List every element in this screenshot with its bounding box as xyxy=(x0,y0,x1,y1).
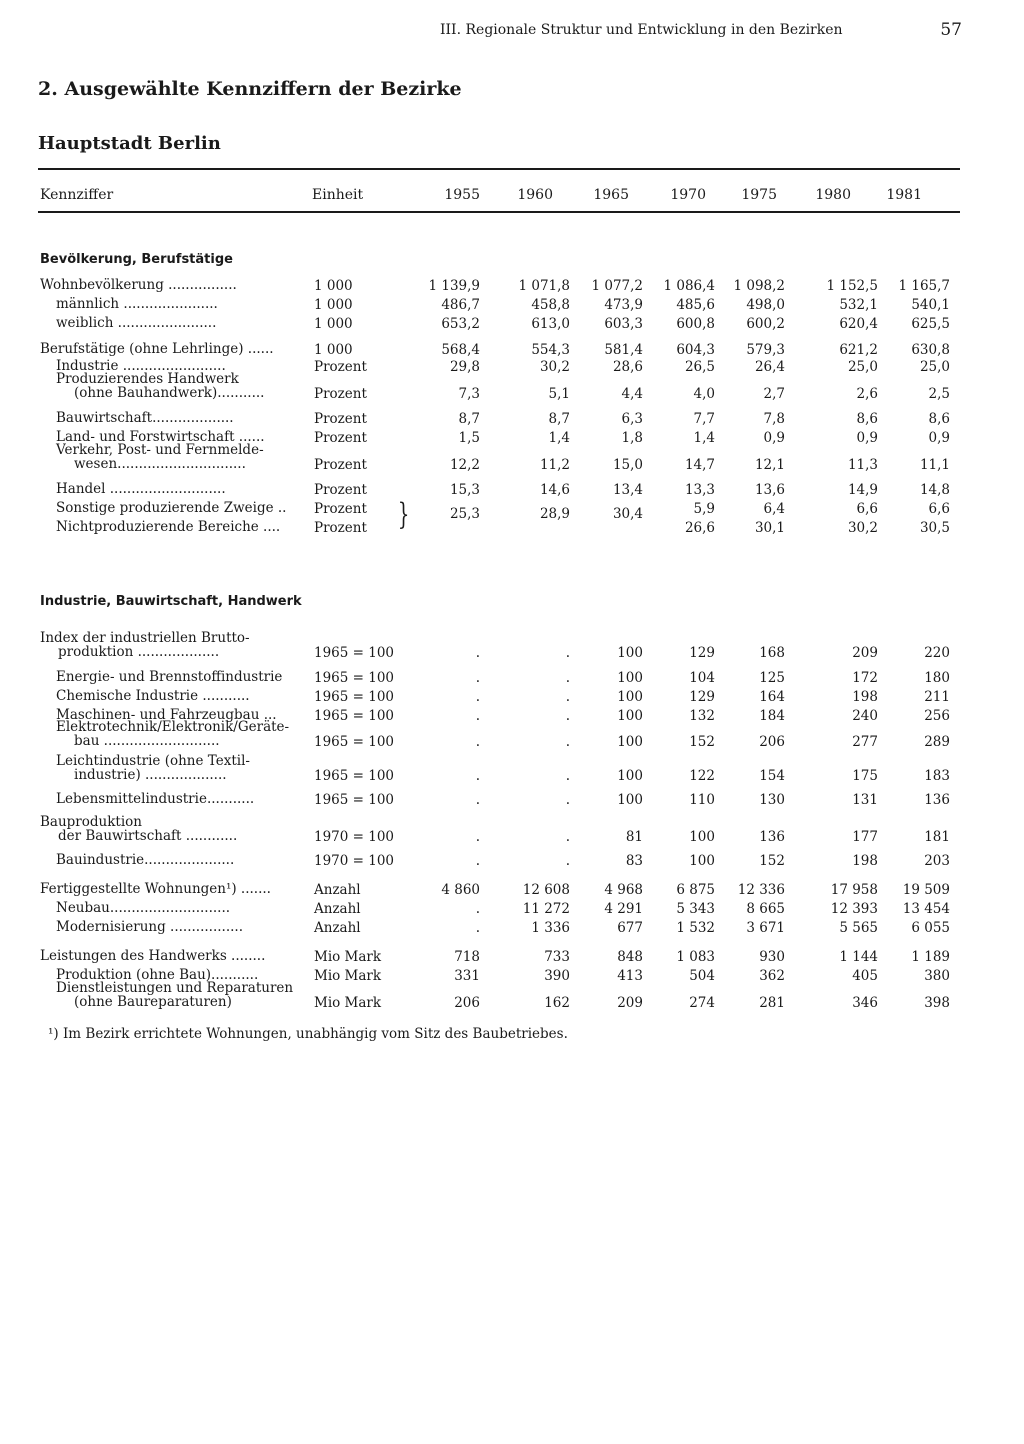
row-label: Index der industriellen Brutto- xyxy=(40,630,250,646)
cell-value: 1 189 xyxy=(911,949,950,965)
row-unit: Mio Mark xyxy=(314,949,382,965)
cell-value: 1 086,4 xyxy=(663,278,715,294)
cell-value: 2,6 xyxy=(856,386,878,402)
row-label: (ohne Baureparaturen) xyxy=(74,994,232,1010)
cell-value: 152 xyxy=(759,853,785,869)
row-label: Modernisierung ................. xyxy=(56,919,244,935)
cell-value: 168 xyxy=(759,645,785,661)
cell-value: 14,9 xyxy=(847,482,878,498)
row-label: industrie) ................... xyxy=(74,767,227,783)
cell-value: . xyxy=(475,670,480,686)
cell-value: 848 xyxy=(617,949,643,965)
cell-value: 100 xyxy=(617,689,643,705)
cell-value: 8,6 xyxy=(856,411,878,427)
cell-value: 132 xyxy=(689,708,715,724)
page-number: 57 xyxy=(940,20,962,40)
cell-value: 14,6 xyxy=(539,482,570,498)
cell-value: 19 509 xyxy=(902,882,950,898)
row-unit: Prozent xyxy=(314,520,367,536)
cell-value: 15,3 xyxy=(449,482,480,498)
cell-value: 129 xyxy=(689,645,715,661)
cell-value: 4,0 xyxy=(693,386,715,402)
cell-value: 26,5 xyxy=(684,359,715,375)
cell-value: 1 532 xyxy=(676,920,715,936)
row-label: Produktion (ohne Bau)........... xyxy=(56,967,259,983)
cell-value: 11,2 xyxy=(539,457,570,473)
grouping-brace: } xyxy=(397,497,410,532)
subsection-title: Hauptstadt Berlin xyxy=(38,133,221,154)
row-label: Fertiggestellte Wohnungen¹) ....... xyxy=(40,881,271,897)
cell-value: 130 xyxy=(759,792,785,808)
column-header-year: 1981 xyxy=(886,187,922,203)
cell-value: 4 860 xyxy=(441,882,480,898)
cell-value: 718 xyxy=(454,949,480,965)
row-unit: 1965 = 100 xyxy=(314,689,395,705)
cell-value: 600,8 xyxy=(676,316,715,332)
row-unit: Prozent xyxy=(314,457,367,473)
footnote: ¹) Im Bezirk errichtete Wohnungen, unabhängig vom Sitz des Baubetriebes. xyxy=(48,1026,568,1042)
cell-value: 4,4 xyxy=(621,386,643,402)
row-label: Bauwirtschaft................... xyxy=(56,410,234,426)
cell-value: 568,4 xyxy=(441,342,480,358)
cell-value: 177 xyxy=(852,829,878,845)
cell-value: 12 608 xyxy=(522,882,570,898)
cell-value: . xyxy=(475,853,480,869)
cell-value: 184 xyxy=(759,708,785,724)
cell-value: 4 291 xyxy=(604,901,643,917)
row-unit: 1965 = 100 xyxy=(314,768,395,784)
cell-value: 13,4 xyxy=(612,482,643,498)
cell-value: 1 152,5 xyxy=(826,278,878,294)
cell-value: 7,7 xyxy=(693,411,715,427)
cell-value: 100 xyxy=(617,734,643,750)
row-label: Handel ........................... xyxy=(56,481,226,497)
cell-value: 1 098,2 xyxy=(733,278,785,294)
cell-value: 1 083 xyxy=(676,949,715,965)
column-header-indicator: Kennziffer xyxy=(40,187,114,203)
cell-value: 13,6 xyxy=(754,482,785,498)
cell-value: 28,6 xyxy=(612,359,643,375)
cell-value: 206 xyxy=(454,995,480,1011)
cell-value: 930 xyxy=(759,949,785,965)
cell-value: 25,0 xyxy=(847,359,878,375)
cell-value: 100 xyxy=(617,670,643,686)
cell-value: 6 055 xyxy=(911,920,950,936)
row-label: Berufstätige (ohne Lehrlinge) ...... xyxy=(40,341,274,357)
cell-value: . xyxy=(475,734,480,750)
row-label: Nichtproduzierende Bereiche .... xyxy=(56,519,281,535)
cell-value: 600,2 xyxy=(746,316,785,332)
row-unit: Prozent xyxy=(314,411,367,427)
group-heading: Industrie, Bauwirtschaft, Handwerk xyxy=(40,594,302,609)
cell-value: 17 958 xyxy=(830,882,878,898)
cell-value: 6,3 xyxy=(621,411,643,427)
cell-value: 390 xyxy=(544,968,570,984)
cell-value-combined: 28,9 xyxy=(539,506,570,522)
cell-value: 12 336 xyxy=(737,882,785,898)
section-title: 2. Ausgewählte Kennziffern der Bezirke xyxy=(38,78,462,100)
row-label: wesen.............................. xyxy=(74,456,246,472)
row-unit: 1 000 xyxy=(314,316,353,332)
cell-value: 274 xyxy=(689,995,715,1011)
cell-value: 458,8 xyxy=(531,297,570,313)
cell-value: 211 xyxy=(924,689,950,705)
cell-value: . xyxy=(565,670,570,686)
cell-value: 621,2 xyxy=(839,342,878,358)
cell-value: 129 xyxy=(689,689,715,705)
cell-value: 14,7 xyxy=(684,457,715,473)
cell-value: 5,9 xyxy=(693,501,715,517)
row-unit: 1970 = 100 xyxy=(314,853,395,869)
row-unit: 1965 = 100 xyxy=(314,792,395,808)
row-unit: Anzahl xyxy=(314,882,361,898)
column-header-year: 1975 xyxy=(741,187,777,203)
cell-value: 504 xyxy=(689,968,715,984)
cell-value-combined: 25,3 xyxy=(449,506,480,522)
column-header-year: 1955 xyxy=(444,187,480,203)
cell-value: 11,1 xyxy=(919,457,950,473)
row-label: Industrie ........................ xyxy=(56,358,226,374)
row-unit: Prozent xyxy=(314,430,367,446)
cell-value: 136 xyxy=(924,792,950,808)
cell-value: 630,8 xyxy=(911,342,950,358)
cell-value: 1,4 xyxy=(548,430,570,446)
cell-value: 81 xyxy=(625,829,643,845)
cell-value: 30,1 xyxy=(754,520,785,536)
cell-value: 183 xyxy=(924,768,950,784)
cell-value: . xyxy=(565,829,570,845)
cell-value: 29,8 xyxy=(449,359,480,375)
cell-value: 1,8 xyxy=(621,430,643,446)
cell-value: . xyxy=(475,768,480,784)
cell-value: 25,0 xyxy=(919,359,950,375)
row-unit: Prozent xyxy=(314,359,367,375)
cell-value: . xyxy=(475,901,480,917)
cell-value: 30,2 xyxy=(539,359,570,375)
cell-value: 277 xyxy=(852,734,878,750)
cell-value: 110 xyxy=(689,792,715,808)
running-head: III. Regionale Struktur und Entwicklung in den Bezirken xyxy=(440,22,843,38)
cell-value: 240 xyxy=(852,708,878,724)
row-label: männlich ...................... xyxy=(56,296,218,312)
cell-value: 125 xyxy=(759,670,785,686)
cell-value: 1,5 xyxy=(458,430,480,446)
cell-value: 30,5 xyxy=(919,520,950,536)
cell-value: 11,3 xyxy=(847,457,878,473)
cell-value: 5,1 xyxy=(548,386,570,402)
cell-value: 6,6 xyxy=(928,501,950,517)
column-header-year: 1960 xyxy=(517,187,553,203)
cell-value: . xyxy=(475,689,480,705)
cell-value: 209 xyxy=(617,995,643,1011)
row-label: Land- und Forstwirtschaft ...... xyxy=(56,429,265,445)
row-unit: Prozent xyxy=(314,501,367,517)
cell-value: 579,3 xyxy=(746,342,785,358)
row-label: Wohnbevölkerung ................ xyxy=(40,277,237,293)
cell-value: 164 xyxy=(759,689,785,705)
cell-value: . xyxy=(565,645,570,661)
cell-value: 6,4 xyxy=(763,501,785,517)
cell-value: . xyxy=(565,768,570,784)
cell-value: 498,0 xyxy=(746,297,785,313)
cell-value: 100 xyxy=(689,853,715,869)
cell-value: 13 454 xyxy=(902,901,950,917)
cell-value: 14,8 xyxy=(919,482,950,498)
cell-value: 13,3 xyxy=(684,482,715,498)
cell-value: 8 665 xyxy=(746,901,785,917)
row-label: Dienstleistungen und Reparaturen xyxy=(56,980,294,996)
row-label: produktion ................... xyxy=(58,644,220,660)
cell-value: 104 xyxy=(689,670,715,686)
cell-value: 154 xyxy=(759,768,785,784)
cell-value: . xyxy=(565,853,570,869)
cell-value: . xyxy=(475,920,480,936)
cell-value: 473,9 xyxy=(604,297,643,313)
cell-value: . xyxy=(475,708,480,724)
row-label: Leichtindustrie (ohne Textil- xyxy=(56,753,250,769)
cell-value: 11 272 xyxy=(522,901,570,917)
cell-value: 4 968 xyxy=(604,882,643,898)
cell-value: 100 xyxy=(617,645,643,661)
cell-value: 100 xyxy=(617,768,643,784)
column-header-year: 1980 xyxy=(815,187,851,203)
cell-value: 3 671 xyxy=(746,920,785,936)
cell-value: 7,8 xyxy=(763,411,785,427)
row-unit: Prozent xyxy=(314,482,367,498)
row-unit: Prozent xyxy=(314,386,367,402)
cell-value: 152 xyxy=(689,734,715,750)
cell-value: 1 165,7 xyxy=(898,278,950,294)
table-header-rule xyxy=(38,211,960,213)
cell-value: 532,1 xyxy=(839,297,878,313)
row-label: Bauproduktion xyxy=(40,814,142,830)
table-top-rule xyxy=(38,168,960,170)
row-label: weiblich ....................... xyxy=(56,315,217,331)
cell-value: 175 xyxy=(852,768,878,784)
cell-value: 1,4 xyxy=(693,430,715,446)
cell-value: 0,9 xyxy=(856,430,878,446)
cell-value: 12,2 xyxy=(449,457,480,473)
row-unit: Anzahl xyxy=(314,901,361,917)
cell-value: 30,2 xyxy=(847,520,878,536)
cell-value: 198 xyxy=(852,853,878,869)
cell-value: 203 xyxy=(924,853,950,869)
cell-value: 7,3 xyxy=(458,386,480,402)
cell-value-combined: 30,4 xyxy=(612,506,643,522)
cell-value: . xyxy=(565,689,570,705)
cell-value: 733 xyxy=(544,949,570,965)
row-unit: 1965 = 100 xyxy=(314,734,395,750)
row-label: Sonstige produzierende Zweige .. xyxy=(56,500,287,516)
cell-value: 6,6 xyxy=(856,501,878,517)
cell-value: 8,7 xyxy=(548,411,570,427)
cell-value: 26,6 xyxy=(684,520,715,536)
cell-value: 0,9 xyxy=(763,430,785,446)
row-unit: 1965 = 100 xyxy=(314,670,395,686)
cell-value: 198 xyxy=(852,689,878,705)
cell-value: 5 565 xyxy=(839,920,878,936)
cell-value: 131 xyxy=(852,792,878,808)
cell-value: 554,3 xyxy=(531,342,570,358)
cell-value: . xyxy=(565,708,570,724)
cell-value: 1 139,9 xyxy=(428,278,480,294)
row-label: Maschinen- und Fahrzeugbau ... xyxy=(56,707,277,723)
cell-value: 5 343 xyxy=(676,901,715,917)
row-label: Neubau............................ xyxy=(56,900,231,916)
cell-value: 6 875 xyxy=(676,882,715,898)
cell-value: 256 xyxy=(924,708,950,724)
cell-value: 1 144 xyxy=(839,949,878,965)
cell-value: 380 xyxy=(924,968,950,984)
cell-value: 677 xyxy=(617,920,643,936)
row-unit: 1965 = 100 xyxy=(314,645,395,661)
cell-value: . xyxy=(565,734,570,750)
cell-value: 172 xyxy=(852,670,878,686)
cell-value: 8,6 xyxy=(928,411,950,427)
cell-value: 12 393 xyxy=(830,901,878,917)
cell-value: 8,7 xyxy=(458,411,480,427)
row-label: Lebensmittelindustrie........... xyxy=(56,791,255,807)
row-unit: Anzahl xyxy=(314,920,361,936)
cell-value: 26,4 xyxy=(754,359,785,375)
cell-value: 653,2 xyxy=(441,316,480,332)
cell-value: . xyxy=(565,792,570,808)
cell-value: 181 xyxy=(924,829,950,845)
column-header-year: 1970 xyxy=(670,187,706,203)
row-label: Leistungen des Handwerks ........ xyxy=(40,948,266,964)
cell-value: 413 xyxy=(617,968,643,984)
cell-value: 346 xyxy=(852,995,878,1011)
group-heading: Bevölkerung, Berufstätige xyxy=(40,252,233,267)
cell-value: 209 xyxy=(852,645,878,661)
cell-value: 405 xyxy=(852,968,878,984)
row-unit: Mio Mark xyxy=(314,995,382,1011)
cell-value: 100 xyxy=(617,792,643,808)
cell-value: 625,5 xyxy=(911,316,950,332)
row-unit: Mio Mark xyxy=(314,968,382,984)
cell-value: 281 xyxy=(759,995,785,1011)
row-unit: 1970 = 100 xyxy=(314,829,395,845)
cell-value: 540,1 xyxy=(911,297,950,313)
row-unit: 1 000 xyxy=(314,297,353,313)
cell-value: 136 xyxy=(759,829,785,845)
cell-value: 486,7 xyxy=(441,297,480,313)
cell-value: 83 xyxy=(625,853,643,869)
row-label: bau ........................... xyxy=(74,733,220,749)
cell-value: 1 077,2 xyxy=(591,278,643,294)
cell-value: 12,1 xyxy=(754,457,785,473)
row-unit: 1 000 xyxy=(314,278,353,294)
row-label: (ohne Bauhandwerk)........... xyxy=(74,385,265,401)
cell-value: 613,0 xyxy=(531,316,570,332)
cell-value: 206 xyxy=(759,734,785,750)
cell-value: 603,3 xyxy=(604,316,643,332)
cell-value: . xyxy=(475,792,480,808)
row-label: Verkehr, Post- und Fernmelde- xyxy=(56,442,264,458)
cell-value: . xyxy=(475,829,480,845)
row-unit: 1965 = 100 xyxy=(314,708,395,724)
row-label: Energie- und Brennstoffindustrie xyxy=(56,669,283,685)
column-header-year: 1965 xyxy=(593,187,629,203)
cell-value: 180 xyxy=(924,670,950,686)
cell-value: 485,6 xyxy=(676,297,715,313)
cell-value: 1 071,8 xyxy=(518,278,570,294)
cell-value: 581,4 xyxy=(604,342,643,358)
cell-value: 398 xyxy=(924,995,950,1011)
cell-value: 0,9 xyxy=(928,430,950,446)
cell-value: 289 xyxy=(924,734,950,750)
cell-value: 604,3 xyxy=(676,342,715,358)
cell-value: . xyxy=(475,645,480,661)
cell-value: 362 xyxy=(759,968,785,984)
row-label: der Bauwirtschaft ............ xyxy=(58,828,238,844)
row-label: Elektrotechnik/Elektronik/Geräte- xyxy=(56,719,290,735)
cell-value: 122 xyxy=(689,768,715,784)
cell-value: 2,5 xyxy=(928,386,950,402)
column-header-unit: Einheit xyxy=(312,187,364,203)
cell-value: 1 336 xyxy=(531,920,570,936)
cell-value: 2,7 xyxy=(763,386,785,402)
row-label: Produzierendes Handwerk xyxy=(56,371,239,387)
cell-value: 220 xyxy=(924,645,950,661)
cell-value: 620,4 xyxy=(839,316,878,332)
cell-value: 15,0 xyxy=(612,457,643,473)
cell-value: 100 xyxy=(617,708,643,724)
cell-value: 331 xyxy=(454,968,480,984)
row-label: Chemische Industrie ........... xyxy=(56,688,250,704)
cell-value: 100 xyxy=(689,829,715,845)
row-label: Bauindustrie..................... xyxy=(56,852,235,868)
cell-value: 162 xyxy=(544,995,570,1011)
row-unit: 1 000 xyxy=(314,342,353,358)
